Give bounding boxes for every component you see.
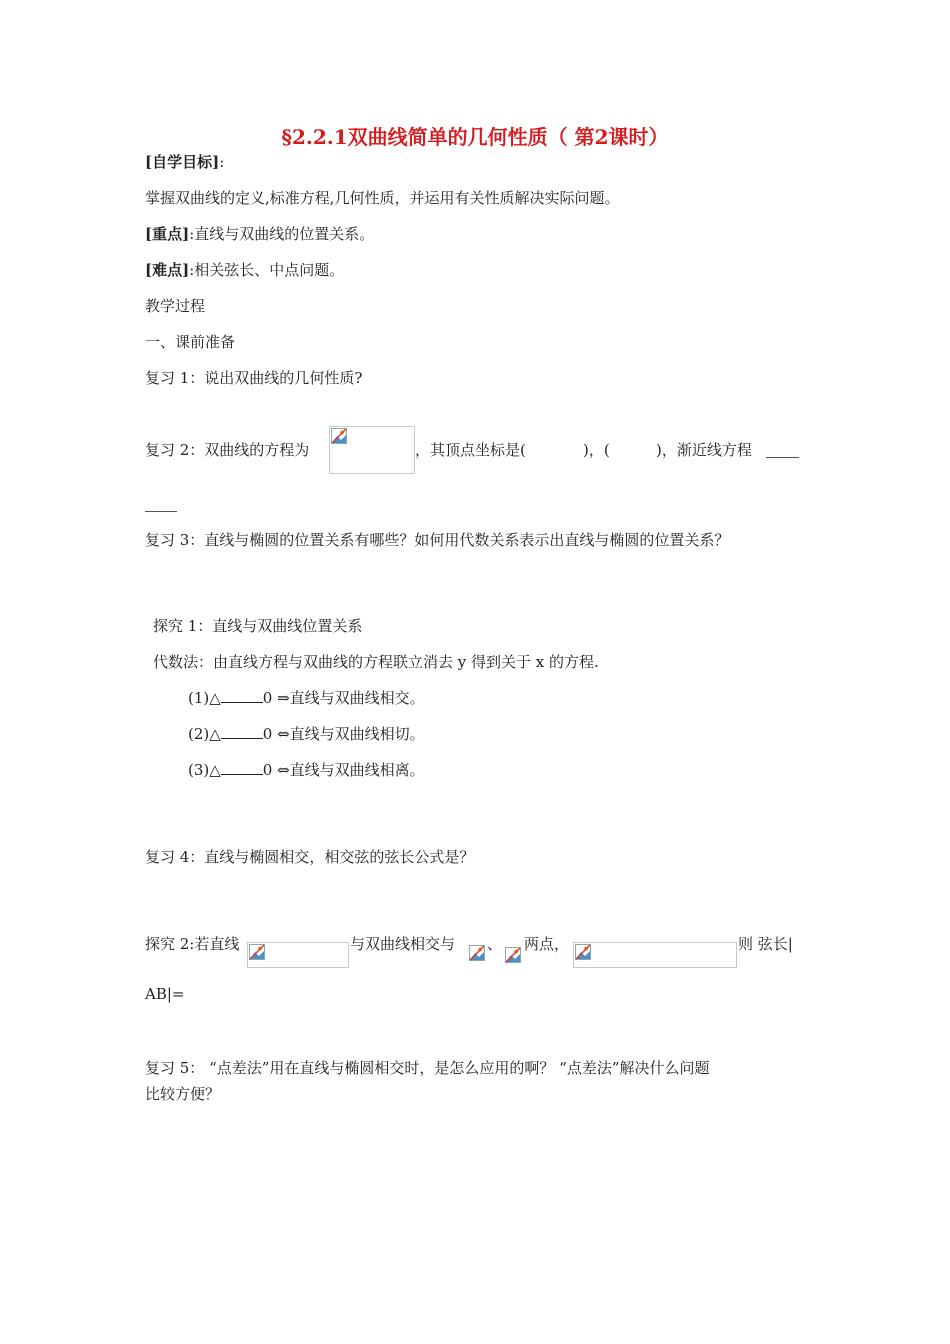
review-2-asymptote: )，渐近线方程: [656, 441, 752, 459]
key-point: [145, 224, 374, 244]
explore-2-prefix: 探究 2:若直线: [145, 935, 240, 953]
point-b-image: [504, 946, 522, 964]
broken-image-icon: [331, 428, 347, 444]
hard-point: [145, 260, 344, 280]
review-5-line-1: 复习 5： “点差法”用在直线与椭圆相交时，是怎么应用的啊？ “点差法”解决什么问题: [145, 1059, 710, 1077]
explore-1-heading: 探究 1：直线与双曲线位置关系: [153, 617, 363, 635]
broken-image-icon: [249, 944, 265, 960]
explore-2-chord: 则 弦长|: [738, 935, 793, 953]
broken-image-icon: [469, 945, 485, 961]
process-heading: 教学过程: [145, 297, 206, 315]
case-1-text: 0 ⇒直线与双曲线相交。: [262, 689, 425, 707]
hard-text: :相关弦长、中点问题。: [189, 261, 345, 279]
goal-colon: :: [219, 153, 225, 171]
case-2-text: 0 ⇔直线与双曲线相切。: [262, 725, 425, 743]
goal-text: 掌握双曲线的定义,标准方程,几何性质，并运用有关性质解决实际问题。: [145, 189, 620, 207]
review-3: 复习 3：直线与椭圆的位置关系有哪些？如何用代数关系表示出直线与椭圆的位置关系？: [145, 531, 730, 549]
explore-2-sep: 、: [487, 935, 503, 953]
explore-2-intersect: 与双曲线相交与: [350, 935, 456, 953]
review-5-line-2: 比较方便？: [145, 1085, 221, 1103]
equation-image: [329, 426, 415, 474]
explore-2-points: 两点，: [524, 935, 570, 953]
goal-heading: [145, 152, 224, 172]
coordinates-image: [573, 942, 737, 968]
review-2-prefix: 复习 2：双曲线的方程为: [145, 441, 310, 459]
review-1: 复习 1：说出双曲线的几何性质?: [145, 369, 363, 387]
review-2-vertex: ，其顶点坐标是(: [415, 441, 526, 459]
case-3: [188, 760, 425, 780]
review-2-sep: )，(: [583, 441, 610, 459]
line-equation-image: [247, 942, 349, 968]
goal-label: [自学目标]: [145, 153, 220, 171]
section-1-heading: 一、课前准备: [145, 333, 236, 351]
case-1-blank: [221, 688, 263, 703]
answer-blank-continued: [145, 511, 177, 512]
answer-blank: [766, 457, 799, 458]
case-2-blank: [221, 724, 263, 739]
key-label: [重点]: [145, 225, 190, 243]
case-2-prefix: (2)△: [188, 725, 221, 743]
case-3-text: 0 ⇔直线与双曲线相离。: [262, 761, 425, 779]
hard-label: [难点]: [145, 261, 190, 279]
case-3-blank: [221, 760, 263, 775]
page-title: §2.2.1双曲线简单的几何性质（ 第2课时）: [281, 125, 669, 149]
review-4: 复习 4：直线与椭圆相交，相交弦的弦长公式是？: [145, 848, 475, 866]
case-1: [188, 688, 425, 708]
case-3-prefix: (3)△: [188, 761, 221, 779]
case-2: [188, 724, 425, 744]
explore-2-ab: AB|=: [145, 985, 185, 1003]
broken-image-icon: [505, 947, 521, 963]
key-text: :直线与双曲线的位置关系。: [189, 225, 375, 243]
broken-image-icon: [575, 944, 591, 960]
case-1-prefix: (1)△: [188, 689, 221, 707]
algebra-method: 代数法：由直线方程与双曲线的方程联立消去 y 得到关于 x 的方程.: [153, 653, 599, 671]
point-a-image: [468, 944, 486, 962]
